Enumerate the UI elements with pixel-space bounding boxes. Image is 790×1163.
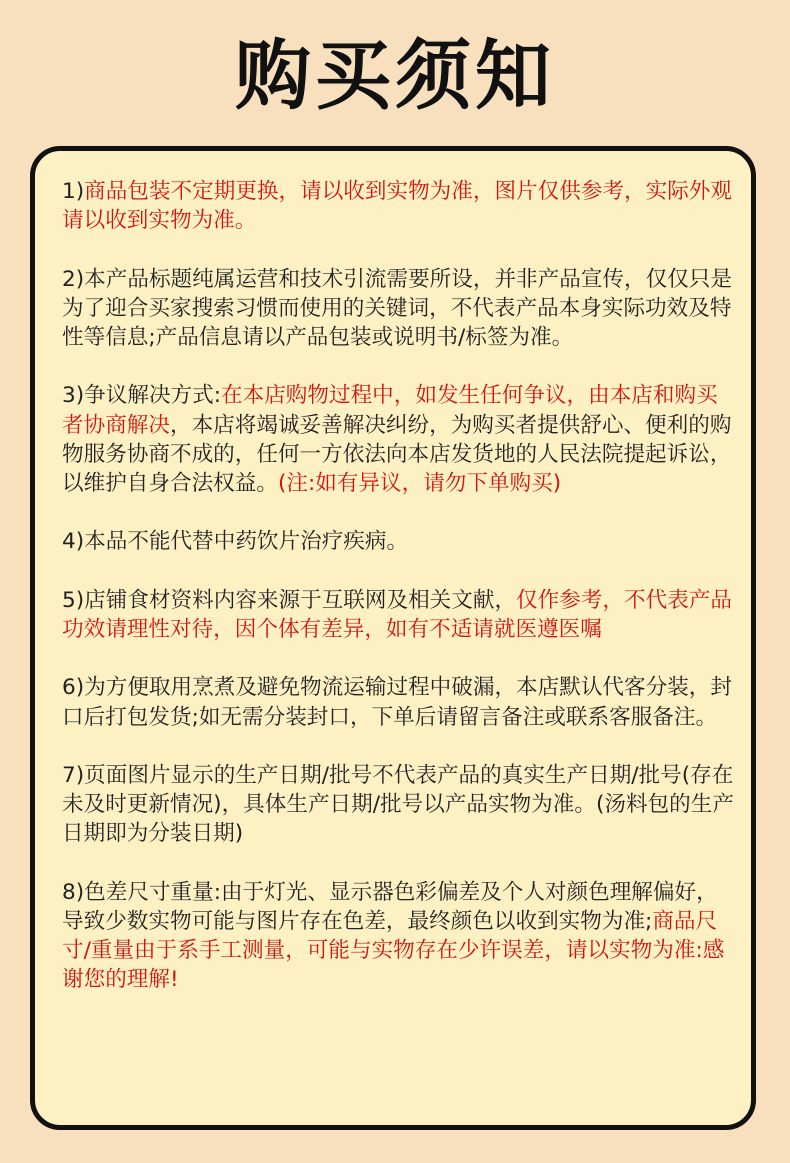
notice-highlight: 在本店购物过程中，如发生任何争议，由本店和购买者协商解决 [62,383,718,438]
notice-item-3 [62,381,734,498]
notice-card [30,146,756,1130]
notice-item-8 [62,878,734,995]
notice-text: ，本店将竭诚妥善解决纠纷，为购买者提供舒心、便利的购物服务协商不成的，任何一方依法向本店发货地的人民法院提起诉讼，以维护自身合法权益。 [62,412,732,496]
notice-item-7 [62,761,734,849]
notice-item-6 [62,673,734,731]
notice-highlight: 商品包装不定期更换，请以收到实物为准，图片仅供参考，实际外观请以收到实物为准。 [62,179,732,234]
notice-highlight: 仅作参考，不代表产品功效请理性对待，因个体有差异，如有不适请就医遵医嘱 [62,587,732,642]
notice-text: 8)色差尺寸重量:由于灯光、显示器色彩偏差及个人对颜色理解偏好，导致少数实物可能与图片存在色差，最终颜色以收到实物为准; [62,879,718,934]
notice-item-5 [62,586,734,644]
notice-highlight: (注:如有异议，请勿下单购买) [277,471,562,496]
notice-item-2 [62,265,734,353]
notice-body [62,177,734,1024]
notice-text: 1) [62,179,85,204]
page-title: 购买须知 [235,31,555,120]
notice-text: 5)店铺食材资料内容来源于互联网及相关文献， [62,587,517,613]
notice-text: 3)争议解决方式: [62,383,222,409]
notice-text: 4)本品不能代替中药饮片治疗疾病。 [62,529,409,555]
notice-text: 7)页面图片显示的生产日期/批号不代表产品的真实生产日期/批号(存在未及时更新情况)，具体生产日期/批号以产品实物为准。(汤料包的生产日期即为分装日期) [62,762,734,847]
notice-text: 6)为方便取用烹煮及避免物流运输过程中破漏，本店默认代客分装，封口后打包发货;如无需分装封口，下单后请留言备注或联系客服备注。 [62,675,732,730]
notice-highlight: 商品尺寸/重量由于系手工测量，可能与实物存在少许误差，请以实物为准:感谢您的理解! [62,908,725,993]
notice-item-4 [62,527,734,556]
notice-text: 2)本产品标题纯属运营和技术引流需要所设，并非产品宣传，仅仅只是为了迎合买家搜索习惯而使用的关键词，不代表产品本身实际功效及特性等信息;产品信息请以产品包装或说明书/标签为准。 [62,266,732,350]
notice-item-1 [62,177,734,235]
